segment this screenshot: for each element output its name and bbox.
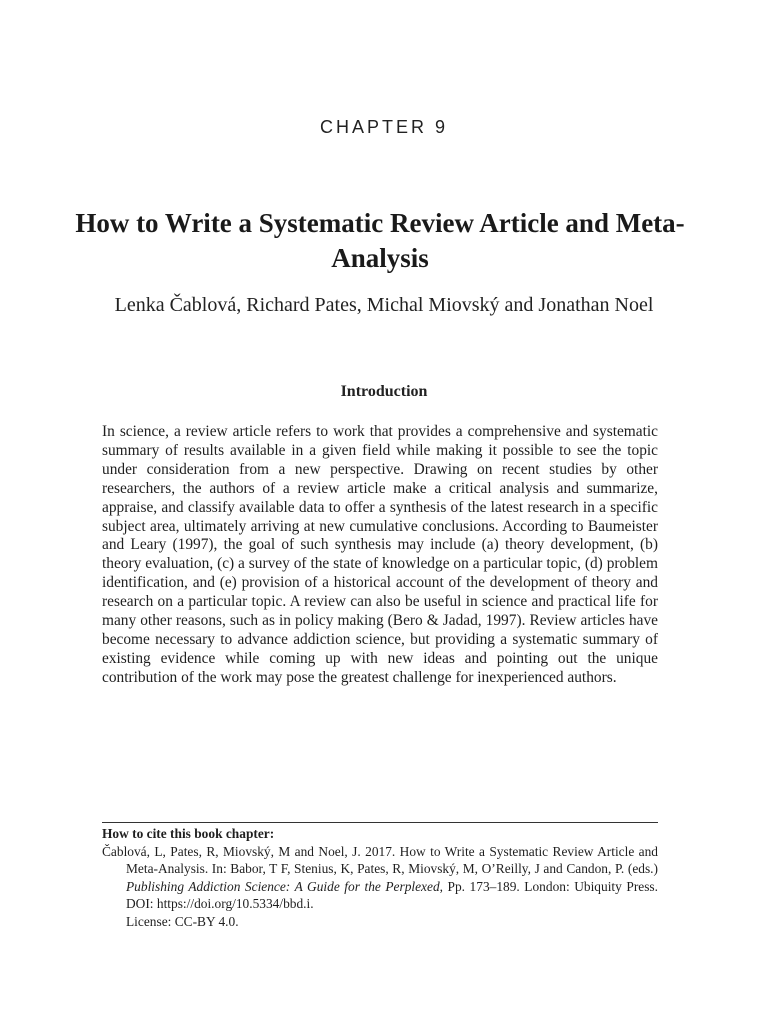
footnote-heading: How to cite this book chapter:	[102, 826, 275, 841]
citation-footnote	[102, 822, 658, 931]
section-heading-introduction: Introduction	[340, 383, 428, 400]
introduction-paragraph: In science, a review article refers to work that provides a comprehensive and systematic summary of results available in a given field while making it possible to see the topic under consideration from a new perspective. Drawing on recent studies by other researchers, the authors of a review article make a critical analysis and summarize, appraise, and classify available data to offer a synthesis of the latest research in a specific subject area, ultimately arriving at new cumulative conclusions. According to Baumeister and Leary (1997), the goal of such synthesis may include (a) theory development, (b) theory evaluation, (c) a survey of the state of knowledge on a particular topic, (d) problem identification, and (e) provision of a historical account of the development of theory and research on a particular topic. A review can also be useful in science and practical life for many other reasons, such as in policy making (Bero & Jadad, 1997). Review articles have become necessary to advance addiction science, but providing a systematic summary of existing evidence while coming up with new ideas and pointing out the unique contribution of the work may pose the greatest challenge for inexperienced authors.	[102, 423, 658, 686]
license-text: License: CC-BY 4.0.	[126, 913, 239, 929]
chapter-label: CHAPTER 9	[319, 117, 449, 137]
citation-book-title: Publishing Addiction Science: A Guide for the Perplexed	[126, 878, 440, 894]
chapter-title: How to Write a Systematic Review Article and Meta-Analysis	[75, 208, 685, 273]
citation-publisher-doi: , Pp. 173–189. London: Ubiquity Press. DOI: https://doi.org/10.5334/bbd.i.	[126, 878, 658, 912]
citation-authors-and-title: Čablová, L, Pates, R, Miovský, M and Noel, J. 2017. How to Write a Systematic Review Article and Meta-Analysis. In: Babor, T F, Stenius, K, Pates, R, Miovský, M, O’Reilly, J and Candon, P. (eds.)	[102, 843, 658, 877]
citation-text	[102, 843, 658, 913]
chapter-authors: Lenka Čablová, Richard Pates, Michal Miovský and Jonathan Noel	[114, 294, 654, 316]
